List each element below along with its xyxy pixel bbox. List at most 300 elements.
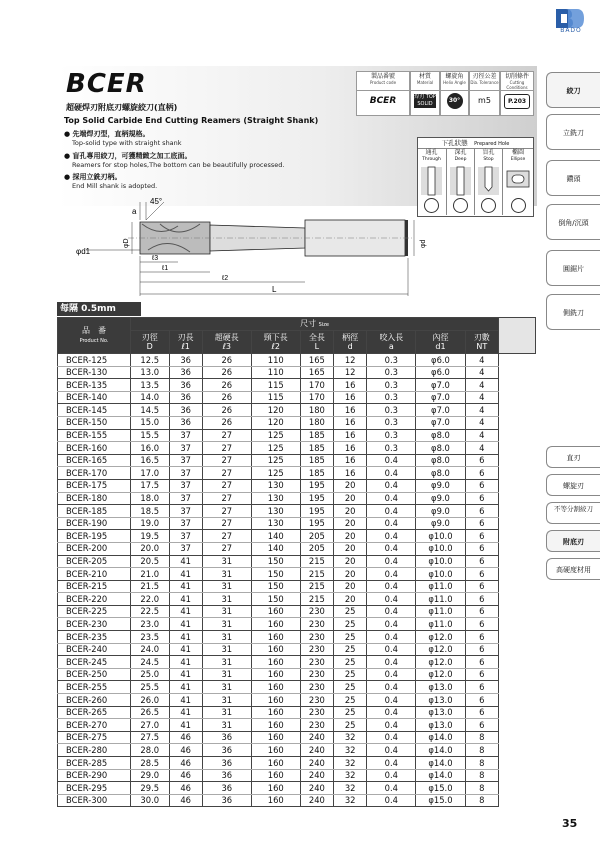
feature-1: ● 先端焊刃型，直柄規格。 [64, 130, 150, 138]
table-cell: 6 [465, 656, 498, 669]
label-d: φd [420, 239, 427, 248]
table-cell: 140 [251, 530, 300, 543]
table-cell: 6 [465, 681, 498, 694]
col-header-5: 全長 L [300, 331, 333, 354]
table-cell: φ10.0 [416, 530, 465, 543]
table-cell: 28.5 [131, 757, 170, 770]
table-row [58, 505, 536, 518]
table-cell: 0.4 [367, 542, 416, 555]
table-cell: φ12.0 [416, 656, 465, 669]
table-cell: 0.4 [367, 694, 416, 707]
side-tab-drill[interactable]: 鑽頭 [546, 160, 600, 196]
table-cell: 25 [334, 605, 367, 618]
table-cell: 36 [202, 757, 251, 770]
table-cell: 41 [169, 668, 202, 681]
table-cell: 6 [465, 605, 498, 618]
table-cell: 160 [251, 681, 300, 694]
table-cell: 31 [202, 555, 251, 568]
table-cell: 185 [300, 454, 333, 467]
table-cell: 16 [334, 404, 367, 417]
table-cell: 22.0 [131, 593, 170, 606]
table-cell: 4 [465, 442, 498, 455]
table-cell: 215 [300, 593, 333, 606]
table-cell: 20.0 [131, 542, 170, 555]
table-cell: 4 [465, 404, 498, 417]
feature-3: ● 採用立銑刃柄。 [64, 173, 122, 181]
table-cell: 31 [202, 681, 251, 694]
table-cell: 160 [251, 706, 300, 719]
feature-2: ● 盲孔專用絞刀，可獲精緻之加工底面。 [64, 152, 192, 160]
table-cell: 36 [169, 391, 202, 404]
cell-product-no: BCER-195 [58, 530, 131, 543]
table-cell: 27 [202, 542, 251, 555]
page-number: 35 [562, 817, 578, 830]
table-row [58, 442, 536, 455]
spec-product-code: 製品番號 Product code BCER [356, 71, 410, 116]
helix-angle-icon: 30° [447, 93, 463, 109]
table-cell: φ7.0 [416, 404, 465, 417]
table-cell: 110 [251, 354, 300, 367]
table-cell: 27 [202, 505, 251, 518]
table-cell: φ12.0 [416, 668, 465, 681]
table-cell: φ10.0 [416, 568, 465, 581]
table-cell: 6 [465, 467, 498, 480]
table-cell: 230 [300, 694, 333, 707]
label-a: a [132, 207, 137, 216]
table-cell: 36 [202, 794, 251, 807]
table-cell: 0.4 [367, 744, 416, 757]
table-cell: φ9.0 [416, 479, 465, 492]
table-cell: 8 [465, 757, 498, 770]
table-cell: 160 [251, 618, 300, 631]
table-cell: 36 [169, 379, 202, 392]
table-row [58, 593, 536, 606]
cell-product-no: BCER-240 [58, 643, 131, 656]
cell-product-no: BCER-260 [58, 694, 131, 707]
table-cell: 26.5 [131, 706, 170, 719]
side-tab-chamfer[interactable]: 倒角/沉頭 [546, 204, 600, 240]
deep-hole-circle-icon [453, 198, 468, 213]
table-cell: 20 [334, 505, 367, 518]
table-row [58, 643, 536, 656]
cell-product-no: BCER-215 [58, 580, 131, 593]
table-cell: 195 [300, 517, 333, 530]
table-cell: 4 [465, 429, 498, 442]
label-D: φD [123, 238, 130, 248]
table-cell: 41 [169, 555, 202, 568]
table-row [58, 530, 536, 543]
table-cell: 31 [202, 719, 251, 732]
table-cell: 240 [300, 744, 333, 757]
table-cell: 230 [300, 668, 333, 681]
cell-product-no: BCER-185 [58, 505, 131, 518]
table-cell: 195 [300, 505, 333, 518]
cell-product-no: BCER-200 [58, 542, 131, 555]
table-cell: 26 [202, 391, 251, 404]
table-cell: 0.4 [367, 618, 416, 631]
table-cell: φ8.0 [416, 429, 465, 442]
specification-table [57, 317, 536, 807]
table-cell: 31 [202, 706, 251, 719]
table-cell: 8 [465, 731, 498, 744]
table-cell: 6 [465, 694, 498, 707]
table-cell: 0.3 [367, 404, 416, 417]
table-cell: 160 [251, 769, 300, 782]
table-cell: 37 [169, 479, 202, 492]
table-cell: 6 [465, 505, 498, 518]
table-cell: 27.5 [131, 731, 170, 744]
table-cell: 20 [334, 492, 367, 505]
table-cell: 125 [251, 429, 300, 442]
table-row [58, 479, 536, 492]
table-cell: 20 [334, 580, 367, 593]
deep-hole-icon [450, 167, 471, 195]
table-cell: φ7.0 [416, 416, 465, 429]
table-cell: 13.5 [131, 379, 170, 392]
table-cell: 195 [300, 492, 333, 505]
page-title: BCER [66, 69, 147, 99]
table-cell: φ13.0 [416, 719, 465, 732]
table-cell: φ11.0 [416, 580, 465, 593]
col-product-no: 品 番 Product No. [58, 318, 131, 354]
table-cell: φ6.0 [416, 354, 465, 367]
table-cell: 23.5 [131, 631, 170, 644]
table-cell: 6 [465, 555, 498, 568]
table-cell: 130 [251, 517, 300, 530]
table-cell: 27 [202, 479, 251, 492]
table-cell: 27.0 [131, 719, 170, 732]
table-cell: φ12.0 [416, 643, 465, 656]
table-cell: 37 [169, 505, 202, 518]
table-cell: 17.0 [131, 467, 170, 480]
table-cell: 14.0 [131, 391, 170, 404]
cell-product-no: BCER-270 [58, 719, 131, 732]
table-cell: 0.4 [367, 719, 416, 732]
table-cell: 37 [169, 517, 202, 530]
table-cell: 230 [300, 631, 333, 644]
table-cell: 46 [169, 731, 202, 744]
table-cell: 16 [334, 391, 367, 404]
table-cell: 16 [334, 429, 367, 442]
table-cell: 0.3 [367, 366, 416, 379]
cell-product-no: BCER-175 [58, 479, 131, 492]
table-cell: 12.5 [131, 354, 170, 367]
cell-product-no: BCER-285 [58, 757, 131, 770]
hole-stop: 盲孔 Stop [474, 149, 502, 215]
reamer-drawing [60, 192, 427, 302]
table-cell: 0.4 [367, 479, 416, 492]
table-cell: 205 [300, 530, 333, 543]
table-cell: 28.0 [131, 744, 170, 757]
table-row [58, 391, 536, 404]
prepared-hole-panel [417, 137, 534, 217]
table-cell: 0.3 [367, 429, 416, 442]
table-cell: 130 [251, 505, 300, 518]
label-l2: ℓ2 [222, 275, 229, 282]
side-tab-straight[interactable]: 直刃 [546, 446, 600, 468]
stop-hole-icon [478, 167, 499, 195]
table-cell: 140 [251, 542, 300, 555]
brand-name: BADO [560, 27, 582, 34]
table-cell: 12 [334, 366, 367, 379]
table-cell: 6 [465, 492, 498, 505]
table-cell: φ15.0 [416, 782, 465, 795]
table-cell: 41 [169, 719, 202, 732]
table-row [58, 631, 536, 644]
table-cell: 4 [465, 354, 498, 367]
table-cell: 160 [251, 643, 300, 656]
cutting-conditions-link[interactable]: P.203 [504, 94, 530, 109]
cell-product-no: BCER-135 [58, 379, 131, 392]
table-cell: 6 [465, 454, 498, 467]
side-tab-hardened[interactable]: 高硬度材用 [546, 558, 600, 580]
table-cell: 0.4 [367, 505, 416, 518]
table-cell: 240 [300, 731, 333, 744]
table-cell: 165 [300, 354, 333, 367]
table-cell: φ13.0 [416, 706, 465, 719]
label-l3: ℓ3 [152, 255, 159, 262]
table-cell: 23.0 [131, 618, 170, 631]
table-cell: 41 [169, 580, 202, 593]
table-cell: 37 [169, 542, 202, 555]
cell-product-no: BCER-220 [58, 593, 131, 606]
table-cell: 22.5 [131, 605, 170, 618]
table-cell: 215 [300, 568, 333, 581]
table-cell: 46 [169, 794, 202, 807]
table-cell: 15.5 [131, 429, 170, 442]
label-d1: φd1 [76, 247, 91, 256]
table-cell: 6 [465, 542, 498, 555]
col-header-6: 柄徑 d [334, 331, 367, 354]
side-tab-end-cutting[interactable]: 附底刃 [546, 530, 600, 552]
side-tab-side-mill[interactable]: 側銑刀 [546, 294, 600, 330]
table-cell: 150 [251, 580, 300, 593]
table-cell: 240 [300, 769, 333, 782]
table-cell: 26 [202, 379, 251, 392]
table-cell: 37 [169, 467, 202, 480]
table-cell: φ13.0 [416, 694, 465, 707]
steps-label: 每隔 0.5mm [57, 302, 141, 316]
table-cell: 6 [465, 668, 498, 681]
table-cell: 230 [300, 618, 333, 631]
table-cell: φ10.0 [416, 542, 465, 555]
table-cell: φ9.0 [416, 517, 465, 530]
table-cell: 41 [169, 605, 202, 618]
table-cell: 41 [169, 706, 202, 719]
cell-product-no: BCER-280 [58, 744, 131, 757]
table-cell: 16 [334, 442, 367, 455]
table-cell: φ6.0 [416, 366, 465, 379]
side-tab-spiral[interactable]: 螺旋刃 [546, 474, 600, 496]
table-cell: 27 [202, 492, 251, 505]
table-cell: 6 [465, 706, 498, 719]
table-cell: 12 [334, 354, 367, 367]
table-cell: 0.4 [367, 731, 416, 744]
cell-product-no: BCER-295 [58, 782, 131, 795]
table-cell: 27 [202, 517, 251, 530]
table-row [58, 794, 536, 807]
table-cell: 240 [300, 782, 333, 795]
cell-product-no: BCER-235 [58, 631, 131, 644]
table-cell: 31 [202, 605, 251, 618]
cell-product-no: BCER-140 [58, 391, 131, 404]
table-cell: 6 [465, 580, 498, 593]
table-cell: 0.4 [367, 530, 416, 543]
table-cell: 36 [169, 354, 202, 367]
cell-product-no: BCER-150 [58, 416, 131, 429]
spec-helix-angle: 螺旋角 Helix Angle 30° [440, 71, 469, 116]
table-cell: 0.4 [367, 492, 416, 505]
col-header-2: 刃長 ℓ1 [169, 331, 202, 354]
table-cell: 0.4 [367, 454, 416, 467]
table-cell: φ9.0 [416, 505, 465, 518]
table-cell: 0.3 [367, 354, 416, 367]
table-cell: 36 [202, 769, 251, 782]
table-cell: 20 [334, 517, 367, 530]
table-row [58, 769, 536, 782]
table-cell: 36 [169, 416, 202, 429]
table-row [58, 668, 536, 681]
table-row [58, 580, 536, 593]
table-cell: 185 [300, 467, 333, 480]
col-header-3: 超硬長 ℓ3 [202, 331, 251, 354]
table-row [58, 366, 536, 379]
table-row [58, 542, 536, 555]
table-cell: 6 [465, 530, 498, 543]
table-cell: 21.5 [131, 580, 170, 593]
table-cell: 31 [202, 668, 251, 681]
stop-hole-circle-icon [481, 198, 496, 213]
table-cell: 37 [169, 530, 202, 543]
cell-product-no: BCER-210 [58, 568, 131, 581]
table-cell: 16 [334, 416, 367, 429]
table-cell: 130 [251, 479, 300, 492]
table-cell: 25 [334, 719, 367, 732]
table-cell: φ12.0 [416, 631, 465, 644]
table-cell: 29.0 [131, 769, 170, 782]
table-cell: 41 [169, 681, 202, 694]
table-row [58, 706, 536, 719]
table-cell: 160 [251, 631, 300, 644]
table-cell: 240 [300, 794, 333, 807]
through-hole-icon [421, 167, 442, 195]
table-cell: 0.4 [367, 643, 416, 656]
table-cell: 0.4 [367, 757, 416, 770]
table-row [58, 379, 536, 392]
feature-2-en: Reamers for stop holes,The bottom can be beautifully processed. [72, 161, 285, 169]
table-cell: 31 [202, 694, 251, 707]
table-cell: 31 [202, 580, 251, 593]
table-row [58, 719, 536, 732]
cell-product-no: BCER-145 [58, 404, 131, 417]
table-cell: 0.4 [367, 782, 416, 795]
spec-material: 材質 Material 焊刃 TOP SOLID [410, 71, 440, 116]
table-cell: 125 [251, 442, 300, 455]
table-cell: 20 [334, 555, 367, 568]
col-header-9: 刃數 NT [465, 331, 498, 354]
spec-cutting-conditions: 切削條件 Cutting Conditions P.203 [500, 71, 534, 116]
table-cell: 0.3 [367, 442, 416, 455]
table-cell: 6 [465, 517, 498, 530]
table-cell: 25 [334, 706, 367, 719]
side-tab-unequal[interactable]: 不等分割絞刀 [546, 502, 600, 524]
subtitle-english: Top Solid Carbide End Cutting Reamers (Straight Shank) [64, 116, 319, 125]
table-row [58, 694, 536, 707]
cell-product-no: BCER-205 [58, 555, 131, 568]
table-cell: 13.0 [131, 366, 170, 379]
side-tab-end-mill[interactable]: 立銑刀 [546, 114, 600, 150]
table-cell: φ13.0 [416, 681, 465, 694]
table-cell: 20 [334, 530, 367, 543]
cell-product-no: BCER-230 [58, 618, 131, 631]
table-cell: 130 [251, 492, 300, 505]
table-row [58, 618, 536, 631]
cell-product-no: BCER-275 [58, 731, 131, 744]
table-cell: 4 [465, 379, 498, 392]
table-row [58, 681, 536, 694]
table-cell: 0.3 [367, 416, 416, 429]
table-cell: 150 [251, 568, 300, 581]
table-cell: 17.5 [131, 479, 170, 492]
table-row [58, 605, 536, 618]
table-cell: 6 [465, 643, 498, 656]
table-row [58, 492, 536, 505]
table-cell: 27 [202, 429, 251, 442]
table-cell: 0.4 [367, 555, 416, 568]
table-cell: 46 [169, 744, 202, 757]
table-cell: 160 [251, 605, 300, 618]
table-cell: 20 [334, 593, 367, 606]
table-cell: 30.0 [131, 794, 170, 807]
side-tab-reamer[interactable]: 絞刀 [546, 72, 600, 108]
table-cell: 215 [300, 580, 333, 593]
side-tab-saw[interactable]: 圓鋸片 [546, 250, 600, 286]
cell-product-no: BCER-160 [58, 442, 131, 455]
table-cell: 8 [465, 744, 498, 757]
table-cell: 0.4 [367, 593, 416, 606]
table-cell: 230 [300, 681, 333, 694]
table-row [58, 416, 536, 429]
table-cell: 26.0 [131, 694, 170, 707]
table-cell: 26 [202, 354, 251, 367]
table-cell: 8 [465, 782, 498, 795]
table-cell: 160 [251, 731, 300, 744]
table-cell: φ8.0 [416, 467, 465, 480]
table-cell: 0.4 [367, 769, 416, 782]
table-cell: 8 [465, 794, 498, 807]
table-row [58, 568, 536, 581]
table-cell: 20 [334, 479, 367, 492]
table-cell: 32 [334, 794, 367, 807]
table-cell: 36 [169, 404, 202, 417]
spec-tolerance: 刃徑公差 Dia. Tolerance m5 [469, 71, 500, 116]
table-cell: 41 [169, 694, 202, 707]
table-cell: 170 [300, 379, 333, 392]
table-cell: 6 [465, 568, 498, 581]
table-cell: 25 [334, 656, 367, 669]
hole-deep: 深孔 Deep [446, 149, 474, 215]
table-cell: 16 [334, 379, 367, 392]
table-cell: 0.3 [367, 391, 416, 404]
table-cell: 32 [334, 757, 367, 770]
table-row [58, 429, 536, 442]
prepared-hole-title: 下孔狀態 Prepared Hole [418, 138, 533, 149]
table-cell: 0.4 [367, 706, 416, 719]
table-cell: 4 [465, 366, 498, 379]
table-cell: 31 [202, 643, 251, 656]
table-cell: 14.5 [131, 404, 170, 417]
table-cell: φ11.0 [416, 605, 465, 618]
